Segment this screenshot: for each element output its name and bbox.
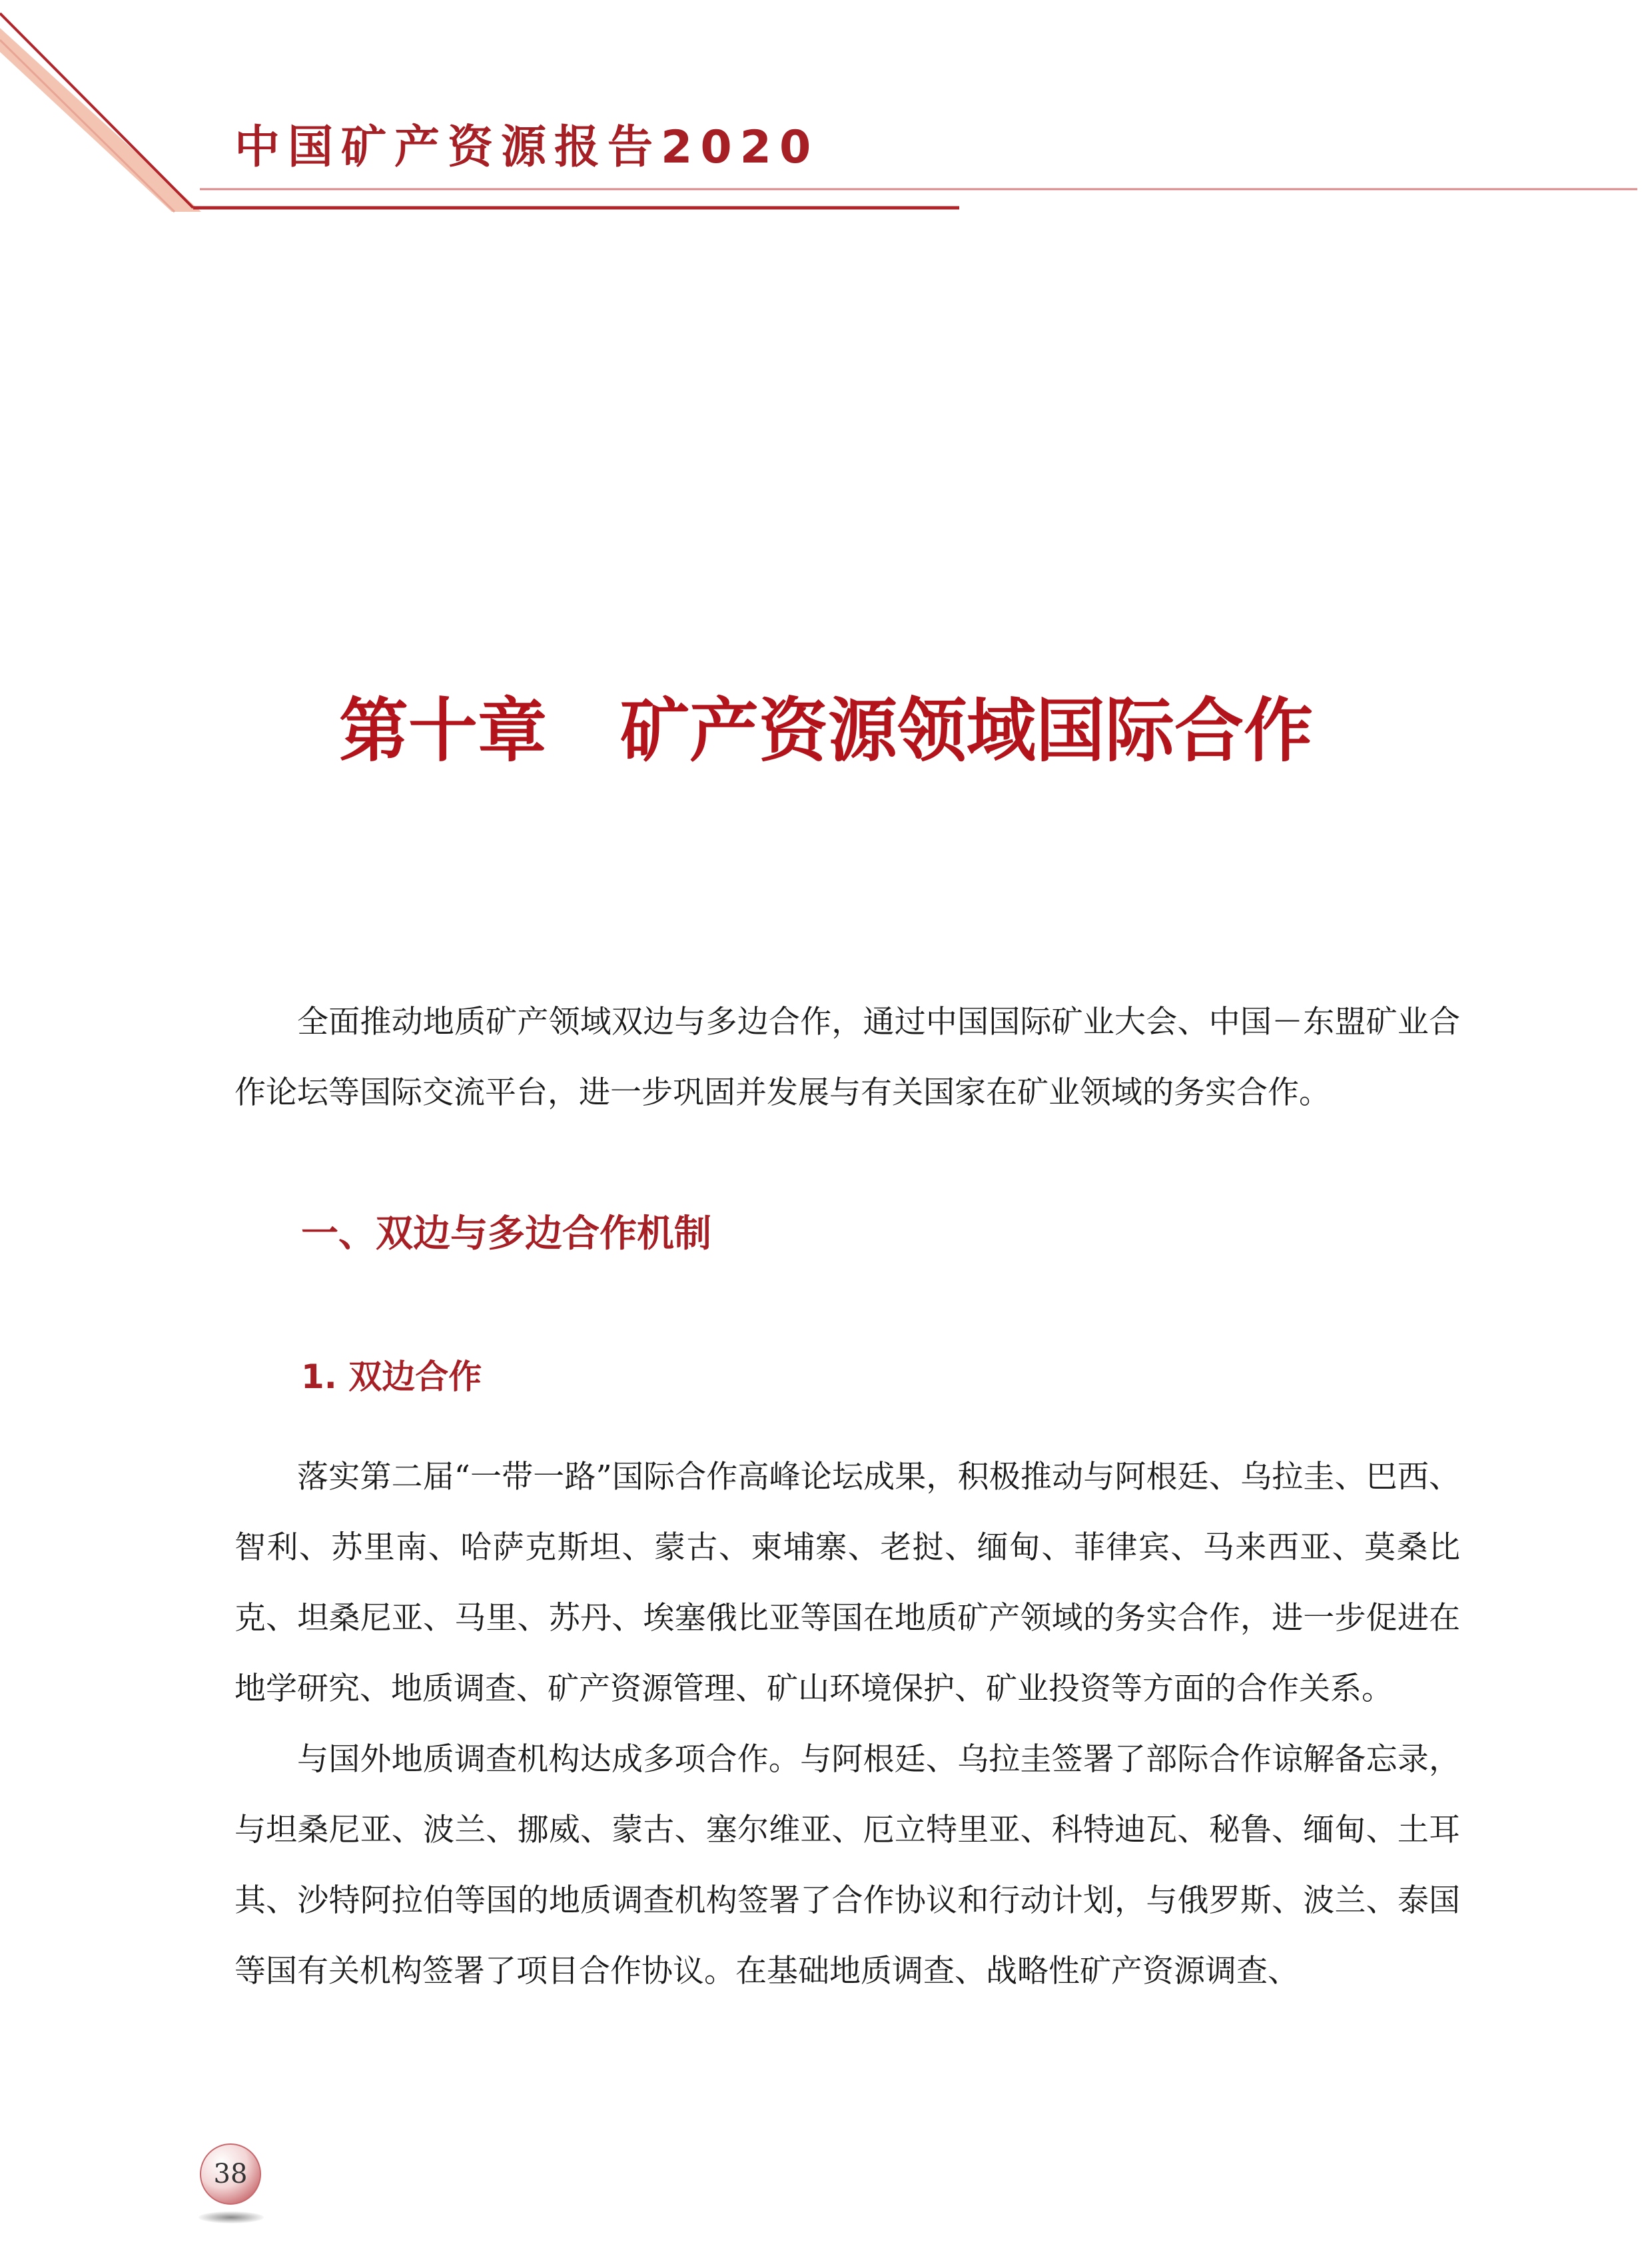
running-header-title: 中国矿产资源报告2020: [234, 121, 819, 174]
header-diagonal-line-inner: [0, 40, 175, 212]
intro-block: [234, 987, 1460, 1128]
chapter-name: 矿产资源领域国际合作: [620, 690, 1314, 771]
subsection-heading: 1. 双边合作: [301, 1357, 482, 1396]
page-number-shadow: [199, 2211, 264, 2223]
body-paragraph: 落实第二届“一带一路”国际合作高峰论坛成果，积极推动与阿根廷、乌拉圭、巴西、智利、苏里南、哈萨克斯坦、蒙古、柬埔寨、老挝、缅甸、菲律宾、马来西亚、莫桑比克、坦桑尼亚、马里、苏丹、埃塞俄比亚等国在地质矿产领域的务实合作，进一步促进在地学研究、地质调查、矿产资源管理、矿山环境保护、矿业投资等方面的合作关系。: [234, 1459, 1460, 1707]
section-heading: 一、双边与多边合作机制: [301, 1212, 711, 1256]
page-number-badge: [195, 2138, 268, 2231]
intro-paragraph: 全面推动地质矿产领域双边与多边合作，通过中国国际矿业大会、中国－东盟矿业合作论坛等国际交流平台，进一步巩固并发展与有关国家在矿业领域的务实合作。: [234, 1004, 1460, 1111]
chapter-number: 第十章: [338, 690, 547, 771]
body-text: [234, 1442, 1460, 2007]
page-number: 38: [213, 2159, 248, 2189]
header-diagonal-line-outer: [0, 13, 193, 208]
header-decoration: [0, 0, 1652, 220]
chapter-title: [0, 689, 1652, 773]
body-paragraph: 与国外地质调查机构达成多项合作。与阿根廷、乌拉圭签署了部际合作谅解备忘录，与坦桑尼亚、波兰、挪威、蒙古、塞尔维亚、厄立特里亚、科特迪瓦、秘鲁、缅甸、土耳其、沙特阿拉伯等国的地质调查机构签署了合作协议和行动计划，与俄罗斯、波兰、泰国等国有关机构签署了项目合作协议。在基础地质调查、战略性矿产资源调查、: [234, 1741, 1460, 1990]
